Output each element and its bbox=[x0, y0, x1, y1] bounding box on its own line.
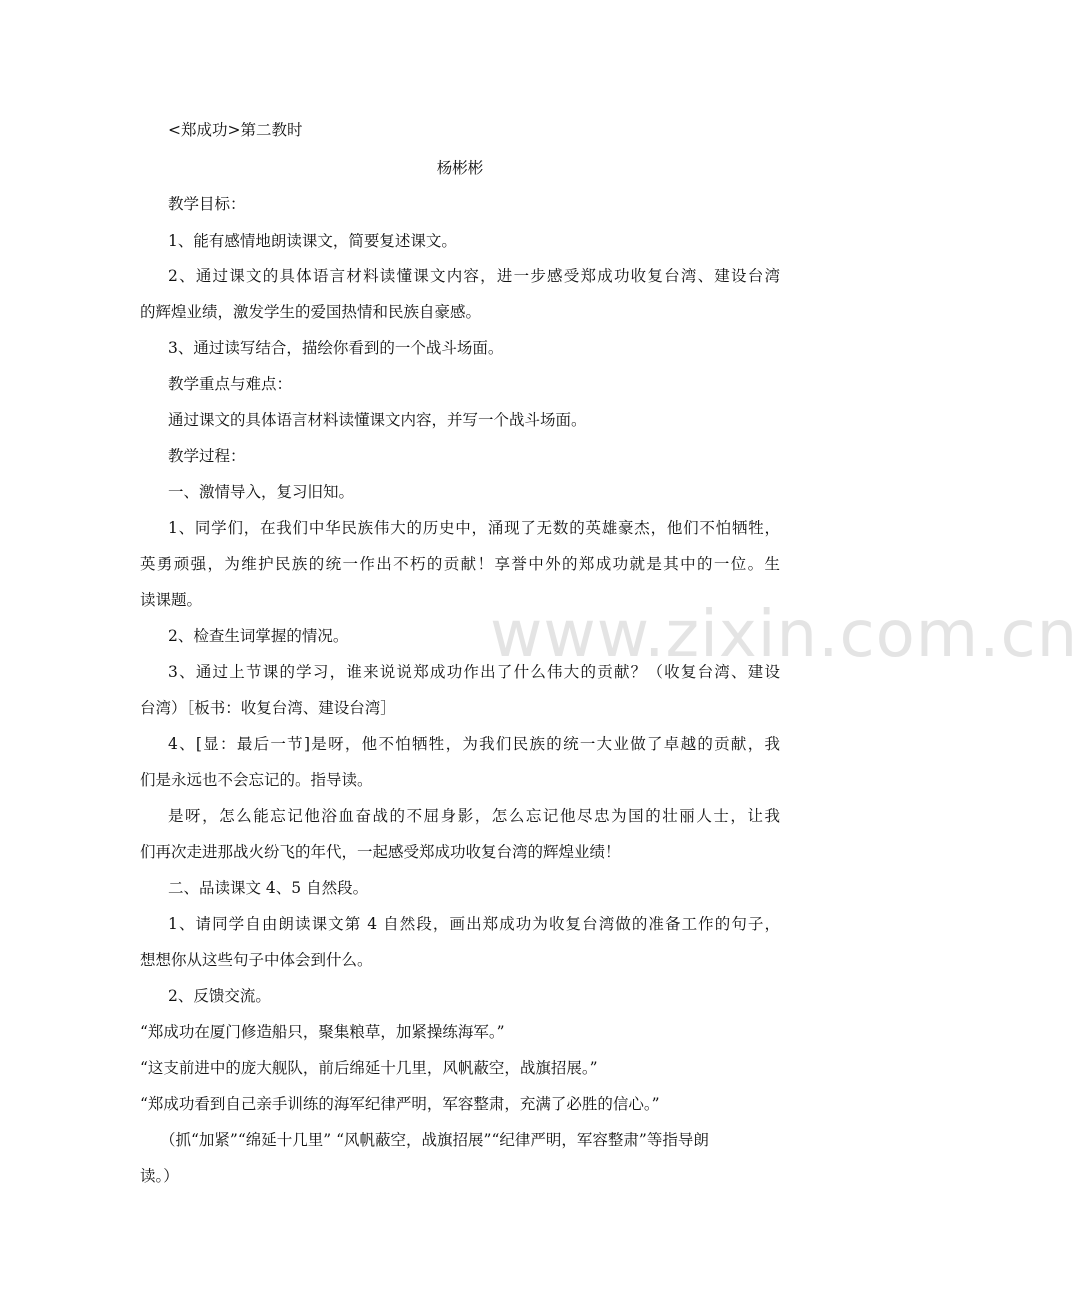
paragraph-line: 的辉煌业绩，激发学生的爱国热情和民族自豪感。 bbox=[140, 303, 482, 321]
paragraph-line: 台湾）［板书：收复台湾、建设台湾］ bbox=[140, 699, 396, 717]
paragraph-line: 教学过程： bbox=[168, 447, 246, 465]
quote-line: “郑成功看到自己亲手训练的海军纪律严明，军容整肃，充满了必胜的信心。” bbox=[140, 1095, 660, 1113]
paragraph-line: 是呀，怎么能忘记他浴血奋战的不屈身影，怎么忘记他尽忠为国的壮丽人士，让我 bbox=[168, 807, 780, 825]
paragraph-line: 1、请同学自由朗读课文第 4 自然段，画出郑成功为收复台湾做的准备工作的句子， bbox=[168, 915, 780, 933]
paragraph-line: 2、反馈交流。 bbox=[168, 987, 271, 1005]
paragraph-line: 读课题。 bbox=[140, 591, 203, 609]
paragraph-line: 想想你从这些句子中体会到什么。 bbox=[140, 951, 373, 969]
paragraph-line: 1、同学们，在我们中华民族伟大的历史中，涌现了无数的英雄豪杰，他们不怕牺牲， bbox=[168, 519, 780, 537]
watermark: www.zixin.com.cn bbox=[490, 598, 1078, 672]
document-author: 杨彬彬 bbox=[436, 159, 484, 177]
paragraph-line: 通过课文的具体语言材料读懂课文内容，并写一个战斗场面。 bbox=[168, 411, 587, 429]
quote-line: “郑成功在厦门修造船只，聚集粮草，加紧操练海军。” bbox=[140, 1023, 505, 1041]
paragraph-line: 一、激情导入，复习旧知。 bbox=[168, 483, 355, 501]
paragraph-line: 1、能有感情地朗读课文，简要复述课文。 bbox=[168, 232, 457, 250]
paragraph-line: 3、通过读写结合，描绘你看到的一个战斗场面。 bbox=[168, 339, 504, 357]
paragraph-line: 二、品读课文 4、5 自然段。 bbox=[168, 879, 369, 897]
paragraph-line: 3、通过上节课的学习，谁来说说郑成功作出了什么伟大的贡献？（收复台湾、建设 bbox=[168, 663, 780, 681]
paragraph-line: 2、检查生词掌握的情况。 bbox=[168, 627, 349, 645]
paragraph-line: 们是永远也不会忘记的。指导读。 bbox=[140, 771, 373, 789]
quote-line: “这支前进中的庞大舰队，前后绵延十几里，风帆蔽空，战旗招展。” bbox=[140, 1059, 598, 1077]
paragraph-line: 教学目标： bbox=[168, 195, 246, 213]
paragraph-line: 们再次走进那战火纷飞的年代，一起感受郑成功收复台湾的辉煌业绩！ bbox=[140, 843, 621, 861]
paragraph-line: 2、通过课文的具体语言材料读懂课文内容，进一步感受郑成功收复台湾、建设台湾 bbox=[168, 267, 780, 285]
paragraph-line: 读。） bbox=[140, 1167, 179, 1185]
paragraph-line: 教学重点与难点： bbox=[168, 375, 293, 393]
document-title: <郑成功>第二教时 bbox=[168, 121, 303, 139]
paragraph-line: 英勇顽强，为维护民族的统一作出不朽的贡献！享誉中外的郑成功就是其中的一位。生 bbox=[140, 555, 780, 573]
paragraph-line: 4、[显：最后一节]是呀，他不怕牺牲，为我们民族的统一大业做了卓越的贡献，我 bbox=[168, 735, 780, 753]
paragraph-line: （抓“加紧”“绵延十几里” “风帆蔽空，战旗招展”“纪律严明，军容整肃”等指导朗 bbox=[160, 1131, 709, 1149]
